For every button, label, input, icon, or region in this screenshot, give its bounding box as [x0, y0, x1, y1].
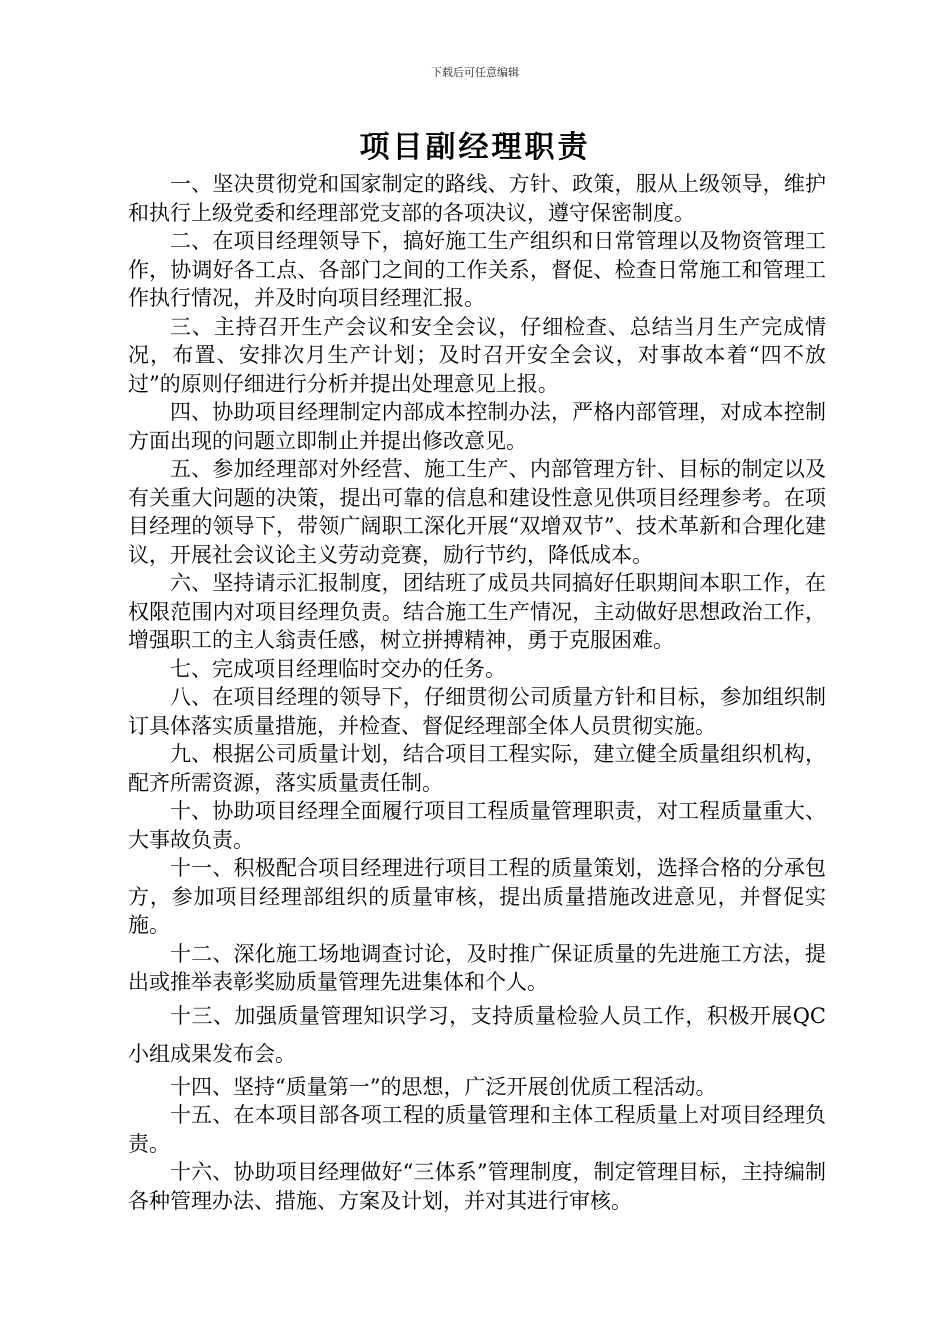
document-body — [128, 170, 826, 1215]
paragraph-9: 九、根据公司质量计划，结合项目工程实际，建立健全质量组织机构，配齐所需资源，落实质量责任制。 — [128, 742, 826, 795]
document-title: 项目副经理职责 — [359, 130, 591, 165]
paragraph-8: 八、在项目经理的领导下，仔细贯彻公司质量方针和目标，参加组织制订具体落实质量措施，并检查、督促经理部全体人员贯彻实施。 — [128, 685, 826, 738]
paragraph-6: 六、坚持请示汇报制度，团结班了成员共同搞好任职期间本职工作，在权限范围内对项目经理负责。结合施工生产情况，主动做好思想政治工作，增强职工的主人翁责任感，树立拼搏精神，勇于克服困难。 — [128, 571, 826, 652]
paragraph-10: 十、协助项目经理全面履行项目工程质量管理职责，对工程质量重大、大事故负责。 — [128, 799, 826, 852]
paragraph-5: 五、参加经理部对外经营、施工生产、内部管理方针、目标的制定以及有关重大问题的决策，提出可靠的信息和建设性意见供项目经理参考。在项目经理的领导下，带领广阔职工深化开展“双增双节”、技术革新和合理化建议，开展社会议论主义劳动竞赛，励行节约，降低成本。 — [128, 457, 826, 567]
paragraph-15: 十五、在本项目部各项工程的质量管理和主体工程质量上对项目经理负责。 — [128, 1103, 826, 1156]
paragraph-3: 三、主持召开生产会议和安全会议，仔细检查、总结当月生产完成情况，布置、安排次月生产计划；及时召开安全会议，对事故本着“四不放过”的原则仔细进行分析并提出处理意见上报。 — [128, 314, 826, 396]
paragraph-14: 十四、坚持“质量第一”的思想，广泛开展创优质工程活动。 — [170, 1074, 717, 1099]
header-note: 下载后可任意编辑 — [431, 66, 519, 79]
paragraph-16: 十六、协助项目经理做好“三体系”管理制度，制定管理目标，主持编制各种管理办法、措施、方案及计划，并对其进行审核。 — [128, 1160, 826, 1213]
paragraph-11: 十一、积极配合项目经理进行项目工程的质量策划，选择合格的分承包方，参加项目经理部组织的质量审核，提出质量措施改进意见，并督促实施。 — [128, 856, 826, 937]
paragraph-12: 十二、深化施工场地调查讨论，及时推广保证质量的先进施工方法，提出或推举表彰奖励质量管理先进集体和个人。 — [128, 941, 826, 994]
paragraph-1: 一、坚决贯彻党和国家制定的路线、方针、政策，服从上级领导，维护和执行上级党委和经理部党支部的各项决议，遵守保密制度。 — [128, 172, 826, 225]
paragraph-4: 四、协助项目经理制定内部成本控制办法，严格内部管理，对成本控制方面出现的问题立即制止并提出修改意见。 — [128, 400, 826, 453]
paragraph-7: 七、完成项目经理临时交办的任务。 — [170, 656, 506, 681]
paragraph-2: 二、在项目经理领导下，搞好施工生产组织和日常管理以及物资管理工作，协调好各工点、各部门之间的工作关系，督促、检查日常施工和管理工作执行情况，并及时向项目经理汇报。 — [128, 229, 826, 310]
paragraph-13: 十三、加强质量管理知识学习，支持质量检验人员工作，积极开展QC小组成果发布会。 — [128, 1003, 826, 1066]
